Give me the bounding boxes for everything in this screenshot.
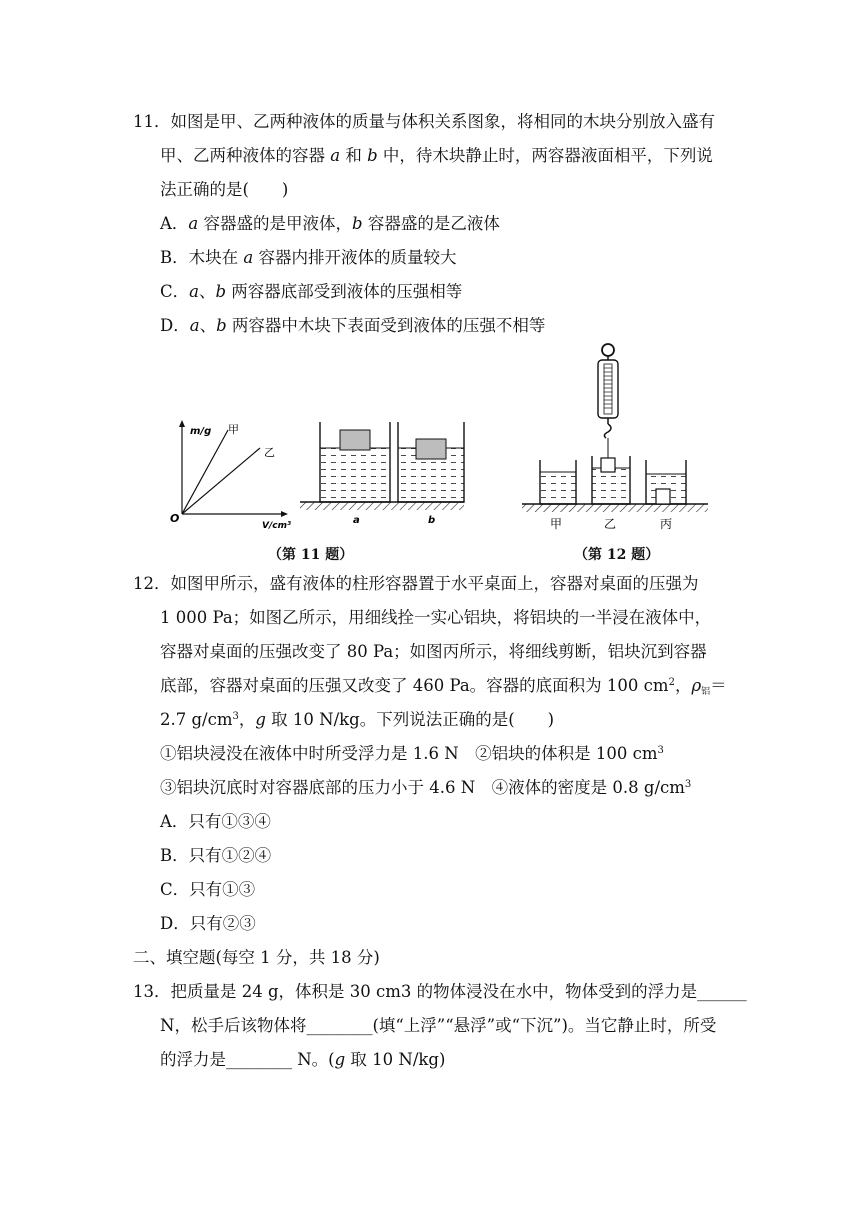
label-yi: 乙 <box>264 446 275 459</box>
q12-statements-2: ③铝块沉底时对容器底部的压力小于 4.6 N ④液体的密度是 0.8 $g/cm^3$ <box>160 778 692 797</box>
y-axis-label: m/g <box>190 426 212 437</box>
label-jia: 甲 <box>228 423 239 436</box>
line-jia <box>182 430 228 514</box>
svg-text:丙: 丙 <box>660 517 673 531</box>
origin-label: O <box>170 512 180 525</box>
q11-figure-caption: （第 11 题） <box>268 547 354 563</box>
q11-line-3: 法正确的是( ) <box>160 180 289 199</box>
spring-scale <box>598 344 618 458</box>
wood-block-a <box>340 430 370 450</box>
aluminum-block-yi <box>601 458 615 472</box>
svg-text:甲: 甲 <box>550 517 563 531</box>
q13-line-1: 13．把质量是 24 g，体积是 30 cm3 的物体浸没在水中，物体受到的浮力是______ <box>133 982 747 1001</box>
q12-option-d: D．只有②③ <box>160 914 256 933</box>
container-b <box>398 422 464 526</box>
container-bing <box>646 460 686 531</box>
container-a <box>320 422 390 526</box>
q11-option-c: C．a、b 两容器底部受到液体的压强相等 <box>160 282 463 301</box>
svg-text:b: b <box>428 515 436 526</box>
q11-option-b: B．木块在 a 容器内排开液体的质量较大 <box>160 248 457 267</box>
q12-statements-1: ①铝块浸没在液体中时所受浮力是 1.6 N ②铝块的体积是 100 $cm^3$ <box>160 744 664 763</box>
mass-volume-graph <box>170 420 291 530</box>
x-axis-label: V/cm³ <box>262 521 291 530</box>
svg-text:乙: 乙 <box>604 517 617 531</box>
q11-option-d: D．a、b 两容器中木块下表面受到液体的压强不相等 <box>160 316 546 335</box>
q12-line-1: 12．如图甲所示，盛有液体的柱形容器置于水平桌面上，容器对桌面的压强为 <box>133 574 699 593</box>
q11-number: 11． <box>133 112 171 131</box>
q12-line-2: 1 000 Pa；如图乙所示，用细线拴一实心铝块，将铝块的一半浸在液体中， <box>160 608 712 627</box>
q11-figure <box>160 410 480 530</box>
q13-line-3: 的浮力是________ N。(g 取 10 N/kg) <box>160 1050 446 1069</box>
q12-figure-caption: （第 12 题） <box>574 547 660 563</box>
aluminum-block-bing <box>656 489 670 504</box>
q11-line-1: 11．如图是甲、乙两种液体的质量与体积关系图象，将相同的木块分别放入盛有 <box>133 112 715 131</box>
q11-line-2: 甲、乙两种液体的容器 a 和 b 中，待木块静止时，两容器液面相平，下列说 <box>160 146 713 165</box>
q12-number: 12． <box>133 574 171 593</box>
q12-line-5: 2.7 $g/cm^3$，g 取 10 N/kg。下列说法正确的是( ) <box>160 710 555 729</box>
line-yi <box>182 448 260 514</box>
container-jia <box>540 460 576 531</box>
q12-option-c: C．只有①③ <box>160 880 256 899</box>
section-2-title: 二、填空题(每空 1 分，共 18 分) <box>133 948 380 967</box>
q13-number: 13． <box>133 982 171 1001</box>
ground-hatch <box>300 502 464 510</box>
q12-figure <box>520 340 710 535</box>
q13-line-2: N，松手后该物体将________(填“上浮”“悬浮”或“下沉”)。当它静止时，所受 <box>160 1016 717 1035</box>
container-yi <box>592 456 630 531</box>
q12-line-3: 容器对桌面的压强改变了 80 Pa；如图丙所示，将细线剪断，铝块沉到容器 <box>160 642 707 661</box>
q11-option-a: A．a 容器盛的是甲液体，b 容器盛的是乙液体 <box>160 214 500 233</box>
svg-text:a: a <box>353 515 360 526</box>
q12-option-a: A．只有①③④ <box>160 812 271 831</box>
q12-line-4: 底部，容器对桌面的压强又改变了 460 Pa。容器的底面积为 100 $cm^2$，$\rho_铝=$ <box>160 676 727 697</box>
q12-option-b: B．只有①②④ <box>160 846 272 865</box>
wood-block-b <box>416 439 446 459</box>
